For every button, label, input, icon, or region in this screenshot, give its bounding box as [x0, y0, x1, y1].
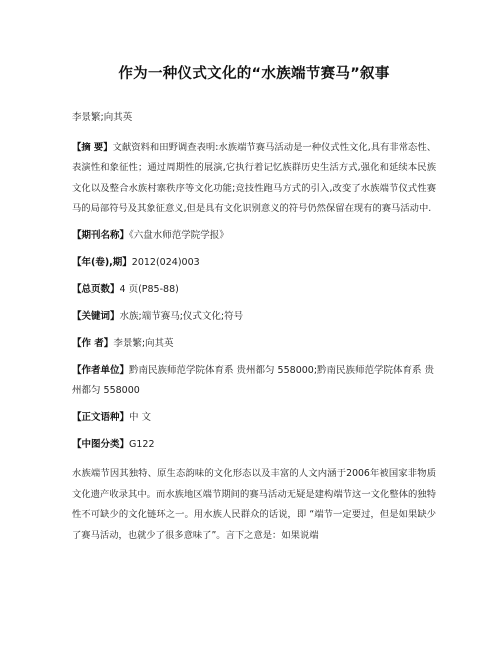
field-year-volume: [72, 253, 436, 273]
field-value: 李景繁;向其英: [113, 337, 174, 349]
field-label: 【年(卷),期】: [72, 256, 132, 268]
field-classification: [72, 435, 436, 455]
field-value: 《六盘水师范学院学报》: [129, 229, 229, 241]
field-label: 【作者单位】: [72, 364, 130, 376]
field-keywords: [72, 307, 436, 327]
field-label: 【中图分类】: [72, 439, 130, 451]
paper-title: 作为一种仪式文化的“水族端节赛马”叙事: [118, 66, 390, 82]
field-label: 【总页数】: [72, 283, 120, 295]
field-label: 【正文语种】: [72, 412, 130, 424]
field-value: 水族;端节赛马;仪式文化;符号: [119, 310, 244, 322]
field-value: 2012(024)003: [131, 256, 200, 268]
author-line: 李景繁;向其英: [72, 112, 133, 123]
field-language: [72, 408, 436, 428]
field-label: 【作 者】: [72, 337, 114, 349]
field-value: 中 文: [129, 412, 152, 424]
field-page-count: [72, 280, 436, 300]
field-label: 【关键词】: [72, 310, 120, 322]
abstract-label: 【摘 要】: [72, 142, 113, 153]
abstract: [72, 138, 436, 220]
field-label: 【期刊名称】: [72, 229, 130, 241]
field-value: G122: [129, 439, 155, 451]
field-value: 4 页(P85-88): [119, 283, 179, 295]
field-affiliation: [72, 361, 436, 402]
field-value: 黔南民族师范学院体育系 贵州都匀 558000;黔南民族师范学院体育系 贵州都匀 558000: [72, 364, 435, 397]
field-authors: [72, 334, 436, 354]
body-paragraph: 水族端节因其独特、原生态韵味的文化形态以及丰富的人文内涵于2006年被国家非物质文化遗产收录其中。而水族地区端节期间的赛马活动无疑是建构端节这一文化整体的独特性不可缺少的文化链环之一。用水族人民群众的话说，即 “端节一定要过，但是如果缺少了赛马活动，也就少了很多意味了”。言下之意是：如果说端: [72, 468, 436, 541]
abstract-text: 文献资料和田野调查表明:水族端节赛马活动是一种仪式性文化,具有非常态性、表演性和象征性；通过周期性的展演,它执行着记忆族群历史生活方式,强化和延续本民族文化以及整合水族村寨秩序等文化功能;竞技性跑马方式的引入,改变了水族端节仪式性赛马的局部符号及其象征意义,但是具有文化识别意义的符号仍然保留在现有的赛马活动中.: [72, 142, 436, 215]
field-journal: [72, 226, 436, 246]
